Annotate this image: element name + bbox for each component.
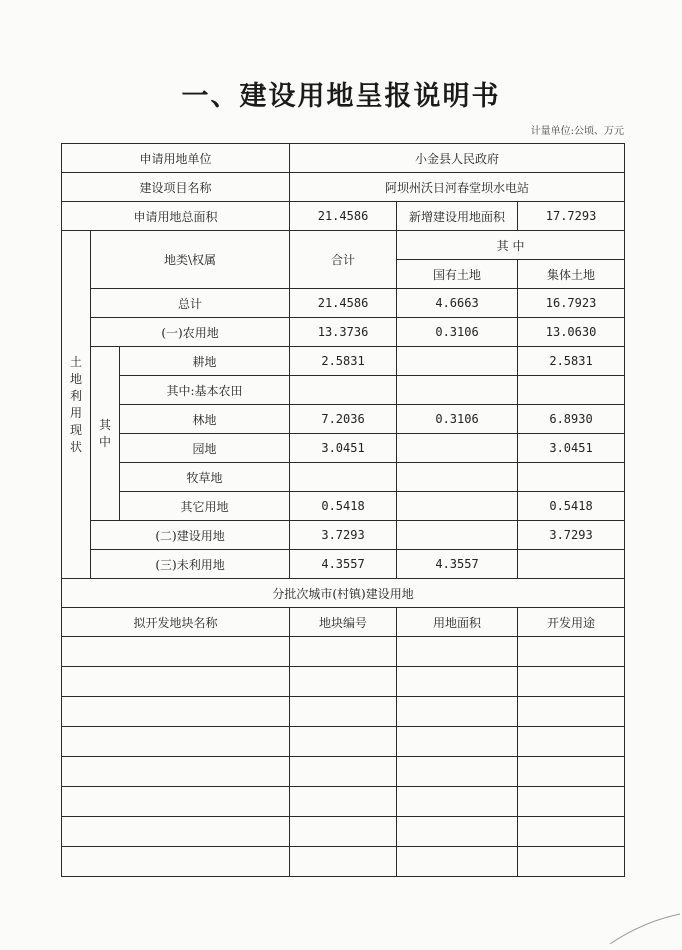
row-name: 耕地: [120, 347, 290, 376]
row-collective: 6.8930: [518, 405, 625, 434]
total-area-label: 申请用地总面积: [62, 202, 290, 231]
row-state: 4.6663: [397, 289, 518, 318]
collective-land-header: 集体土地: [518, 260, 625, 289]
table-row: [62, 463, 625, 492]
row-name: (一)农用地: [91, 318, 290, 347]
row-state: [397, 463, 518, 492]
row-total: 3.7293: [290, 521, 397, 550]
row-collective: [518, 550, 625, 579]
row-total: 0.5418: [290, 492, 397, 521]
row-total: 7.2036: [290, 405, 397, 434]
row-total: [290, 376, 397, 405]
row-name: (二)建设用地: [91, 521, 290, 550]
project-label: 建设项目名称: [62, 173, 290, 202]
project-value: 阿坝州沃日河春堂坝水电站: [290, 173, 625, 202]
row-collective: 3.7293: [518, 521, 625, 550]
page-title: 一、建设用地呈报说明书: [181, 81, 501, 112]
applicant-row: [62, 144, 625, 173]
land-use-section-label: 土 地 利 用 现 状: [62, 231, 91, 579]
applicant-label: 申请用地单位: [62, 144, 290, 173]
new-area-value: 17.7293: [518, 202, 625, 231]
state-land-header: 国有土地: [397, 260, 518, 289]
row-total: [290, 463, 397, 492]
blank-row: [62, 727, 625, 757]
category-header: 地类\权属: [91, 231, 290, 289]
parcel-area-header: 用地面积: [397, 608, 518, 637]
land-use-header-row: [62, 231, 625, 260]
page-curl-mark: [602, 900, 682, 950]
row-state: 0.3106: [397, 405, 518, 434]
row-name: 园地: [120, 434, 290, 463]
land-application-form: [61, 143, 625, 877]
table-row: [62, 434, 625, 463]
total-area-value: 21.4586: [290, 202, 397, 231]
blank-row: [62, 637, 625, 667]
row-state: 4.3557: [397, 550, 518, 579]
row-collective: 16.7923: [518, 289, 625, 318]
unit-note: 计量单位:公顷、万元: [530, 126, 624, 137]
row-collective: 0.5418: [518, 492, 625, 521]
table-row: [62, 550, 625, 579]
total-header: 合计: [290, 231, 397, 289]
table-row: [62, 492, 625, 521]
blank-row: [62, 847, 625, 877]
table-row: [62, 318, 625, 347]
row-state: [397, 434, 518, 463]
row-name: 其中:基本农田: [120, 376, 290, 405]
blank-row: [62, 787, 625, 817]
among-header: 其 中: [397, 231, 625, 260]
blank-row: [62, 667, 625, 697]
row-state: [397, 521, 518, 550]
table-row: [62, 405, 625, 434]
blank-row: [62, 757, 625, 787]
parcel-name-header: 拟开发地块名称: [62, 608, 290, 637]
row-state: [397, 376, 518, 405]
row-name: 其它用地: [120, 492, 290, 521]
row-state: [397, 347, 518, 376]
row-collective: [518, 376, 625, 405]
row-collective: 13.0630: [518, 318, 625, 347]
parcel-number-header: 地块编号: [290, 608, 397, 637]
table-row: [62, 289, 625, 318]
row-collective: [518, 463, 625, 492]
table-row: [62, 376, 625, 405]
row-total: 13.3736: [290, 318, 397, 347]
row-name: (三)未利用地: [91, 550, 290, 579]
row-name: 林地: [120, 405, 290, 434]
parcel-use-header: 开发用途: [518, 608, 625, 637]
row-total: 4.3557: [290, 550, 397, 579]
row-collective: 3.0451: [518, 434, 625, 463]
row-name: 总计: [91, 289, 290, 318]
row-total: 3.0451: [290, 434, 397, 463]
project-row: [62, 173, 625, 202]
row-name: 牧草地: [120, 463, 290, 492]
subcategory-label: 其 中: [91, 347, 120, 521]
table-row: [62, 521, 625, 550]
row-total: 21.4586: [290, 289, 397, 318]
batch-section-title: 分批次城市(村镇)建设用地: [62, 579, 625, 608]
batch-section-row: [62, 579, 625, 608]
blank-row: [62, 697, 625, 727]
row-state: 0.3106: [397, 318, 518, 347]
row-total: 2.5831: [290, 347, 397, 376]
blank-row: [62, 817, 625, 847]
applicant-value: 小金县人民政府: [290, 144, 625, 173]
batch-header-row: [62, 608, 625, 637]
row-state: [397, 492, 518, 521]
area-row: [62, 202, 625, 231]
row-collective: 2.5831: [518, 347, 625, 376]
new-area-label: 新增建设用地面积: [397, 202, 518, 231]
table-row: [62, 347, 625, 376]
